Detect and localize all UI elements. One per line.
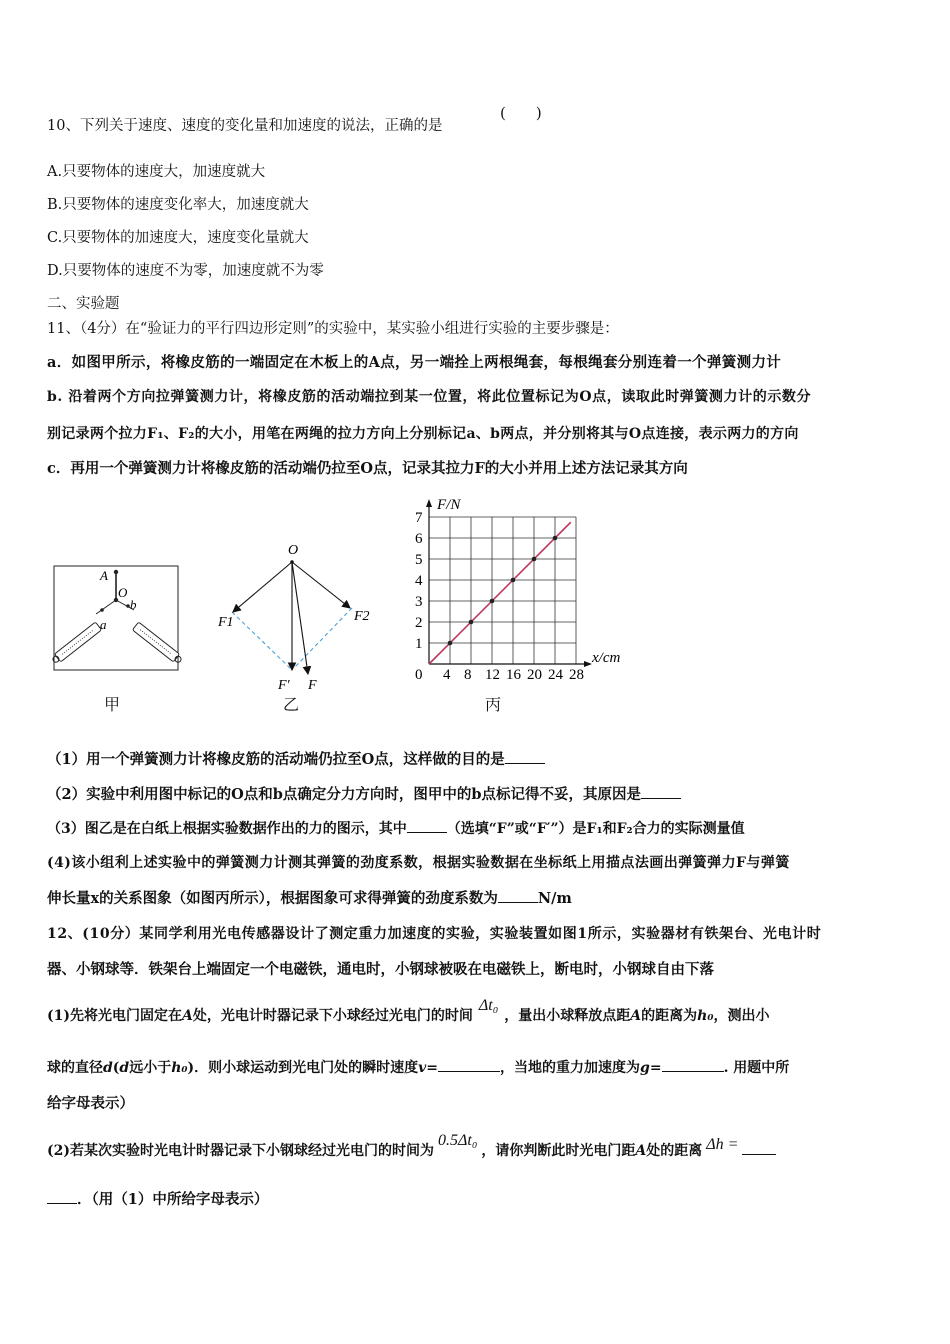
label-A: A [100, 568, 108, 583]
y-axis-label: F/N [437, 497, 461, 513]
caption-jia: 甲 [104, 695, 121, 714]
y-axis-arrow [426, 499, 432, 507]
answer-blank-g[interactable] [662, 1057, 724, 1072]
text: ，请你判断此时光电门距 [481, 1143, 636, 1159]
q11-stem: 11、（4分）在“验证力的平行四边形定则”的实验中，某实验小组进行实验的主要步骤是： [47, 321, 619, 337]
data-point [490, 599, 495, 604]
text: ，测出小 [713, 1008, 770, 1024]
answer-blank-v[interactable] [438, 1057, 500, 1072]
x-tick-label: 28 [569, 667, 584, 683]
q11-sub2 [47, 784, 681, 805]
answer-blank-dh[interactable] [742, 1140, 776, 1155]
answer-blank-3[interactable] [407, 818, 447, 833]
math-delta-h: Δh = [706, 1136, 739, 1153]
text: ，量出小球释放点距 [504, 1008, 631, 1024]
origin-label: 0 [415, 667, 423, 683]
q11-sub3-post: （选填“F”或“F′”）是F₁和F₂合力的实际测量值 [446, 821, 745, 837]
q12-stem-line2: 器、小钢球等．铁架台上端固定一个电磁铁，通电时，小钢球被吸在电磁铁上，断电时，小钢球自由下落 [47, 961, 714, 978]
symbol-A: A [630, 1008, 642, 1024]
q12-part1-line2: 球的直径d(d远小于h₀)．则小球运动到光电门处的瞬时速度v= ，当地的重力加速度为g= . 用题中所 [47, 1057, 789, 1078]
x-tick-label: 24 [548, 667, 563, 683]
q12-stem-line1: 12、(10分）某同学利用光电传感器设计了测定重力加速度的实验，实验装置如图1所示，实验器材有铁架台、光电计时 [47, 926, 822, 942]
q10-stem: 10、下列关于速度、速度的变化量和加速度的说法，正确的是 [47, 118, 443, 134]
q10-option-a: A.只要物体的速度大，加速度就大 [47, 164, 266, 180]
text: 处的距离 [646, 1143, 703, 1159]
q11-sub2-text: （2）实验中利用图中标记的O点和b点确定分力方向时，图甲中的b点标记得不妥，其原因是 [47, 786, 641, 803]
data-point [448, 641, 453, 646]
text: ，当地的重力加速度为 [500, 1060, 641, 1076]
answer-blank-4[interactable] [498, 888, 538, 903]
label-O: O [288, 543, 299, 558]
point-O [290, 560, 294, 564]
q10-answer-paren: ( ) [500, 104, 542, 122]
q10-option-b: B.只要物体的速度变化率大，加速度就大 [47, 197, 309, 213]
section-heading: 二、实验题 [47, 296, 120, 312]
text: 的距离为 [641, 1008, 698, 1024]
symbol-g: g [640, 1060, 650, 1076]
symbol-d: d [119, 1060, 130, 1076]
data-point [511, 578, 516, 583]
label-Fprime: F′ [278, 678, 290, 693]
q10-option-c: C.只要物体的加速度大，速度变化量就大 [47, 230, 309, 246]
q12-part2-line1 [47, 1132, 776, 1161]
symbol-A: A [182, 1008, 193, 1024]
data-point [532, 557, 537, 562]
x-tick-label: 12 [485, 667, 500, 683]
q12-part2-line2 [47, 1189, 268, 1210]
label-b: b [130, 597, 137, 612]
text: )．则小球运动到光电门处的瞬时速度 [187, 1060, 419, 1076]
figure-yi [212, 538, 382, 694]
x-tick-label: 16 [506, 667, 521, 683]
q11-step-c: c．再用一个弹簧测力计将橡皮筋的活动端仍拉至O点，记录其拉力F的大小并用上述方法记录其方向 [47, 460, 688, 477]
math-0.5-delta-t0: 0.5Δt₀ [438, 1132, 478, 1149]
symbol-v: v [418, 1060, 427, 1076]
string-left [96, 600, 116, 614]
q11-sub1 [47, 749, 545, 770]
q12-part1-line1 [47, 997, 770, 1026]
text: (2)若某次实验时光电计时器记录下小钢球经过光电门的时间为 [47, 1143, 434, 1159]
point-A [114, 570, 118, 574]
y-tick-label: 5 [415, 552, 423, 568]
caption-yi: 乙 [283, 695, 300, 714]
text: 处，光电计时器记录下小球经过光电门的时间 [192, 1008, 473, 1024]
text: 球的直径 [47, 1060, 103, 1076]
q11-sub4-line2 [47, 888, 572, 909]
text: (1)先将光电门固定在 [47, 1008, 182, 1024]
y-tick-label: 3 [415, 594, 423, 610]
q11-step-a: a．如图甲所示，将橡皮筋的一端固定在木板上的A点，另一端拴上两根绳套，每根绳套分别连着一个弹簧测力计 [47, 354, 782, 371]
point-a [100, 608, 104, 612]
q11-sub4-line1: (4)该小组利上述实验中的弹簧测力计测其弹簧的劲度系数，根据实验数据在坐标纸上用描点法画出弹簧弹力F与弹簧 [47, 855, 790, 871]
figure-bing-chart [405, 486, 645, 690]
q11-step-b-line2: 别记录两个拉力F₁、F₂的大小，用笔在两绳的拉力方向上分别标记a、b两点，并分别将其与O点连接，表示两力的方向 [47, 426, 799, 442]
symbol-h0: h₀ [697, 1008, 714, 1024]
arrow-f2 [292, 562, 350, 608]
y-tick-label: 1 [415, 636, 423, 652]
y-tick-label: 4 [415, 573, 423, 589]
answer-blank-dh-cont[interactable] [47, 1189, 77, 1204]
label-F: F [308, 678, 317, 693]
label-F1: F1 [218, 615, 234, 630]
x-axis-label: x/cm [592, 650, 621, 666]
symbol-h0: h₀ [171, 1060, 188, 1076]
y-tick-label: 6 [415, 531, 423, 547]
label-a: a [100, 617, 107, 632]
y-tick-label: 2 [415, 615, 423, 631]
x-tick-label: 8 [464, 667, 472, 683]
figure-jia [44, 560, 184, 672]
label-F2: F2 [354, 609, 370, 624]
arrow-f1 [233, 562, 292, 612]
y-tick-label: 7 [415, 510, 423, 526]
arrow-f [292, 562, 308, 674]
data-point [469, 620, 474, 625]
spring-scale-left [50, 622, 101, 665]
q11-step-b-line1: b. 沿着两个方向拉弹簧测力计，将橡皮筋的活动端拉到某一位置，将此位置标记为O点，读取此时弹簧测力计的示数分 [47, 389, 812, 405]
q11-sub3-pre: （3）图乙是在白纸上根据实验数据作出的力的图示，其中 [47, 821, 407, 837]
q11-sub4-pre: 伸长量x的关系图象（如图丙所示），根据图象可求得弹簧的劲度系数为 [47, 890, 498, 907]
q11-sub1-text: （1）用一个弹簧测力计将橡皮筋的活动端仍拉至O点，这样做的目的是 [47, 751, 505, 768]
x-tick-label: 20 [527, 667, 542, 683]
spring-scale-right [132, 622, 183, 665]
q11-sub4-unit: N/m [537, 890, 572, 907]
label-O: O [118, 585, 128, 600]
answer-blank-2[interactable] [641, 784, 681, 799]
text: . 用题中所 [723, 1060, 790, 1076]
symbol-d: d [103, 1060, 113, 1076]
q10-option-d: D.只要物体的速度不为零，加速度就不为零 [47, 263, 324, 279]
answer-blank-1[interactable] [505, 749, 545, 764]
text: ( [112, 1060, 120, 1076]
x-axis-arrow [584, 661, 592, 667]
q12-part1-line3: 给字母表示） [47, 1095, 134, 1112]
math-delta-t0: Δt₀ [478, 997, 499, 1014]
x-tick-label: 4 [443, 667, 451, 683]
q11-sub3 [47, 818, 745, 839]
dashed-line-f1-fprime [232, 612, 290, 668]
data-point [553, 536, 558, 541]
caption-bing: 丙 [485, 695, 502, 714]
symbol-A: A [635, 1143, 647, 1159]
text: 远小于 [129, 1060, 172, 1076]
text: ．（用（1）中所给字母表示） [77, 1191, 269, 1208]
